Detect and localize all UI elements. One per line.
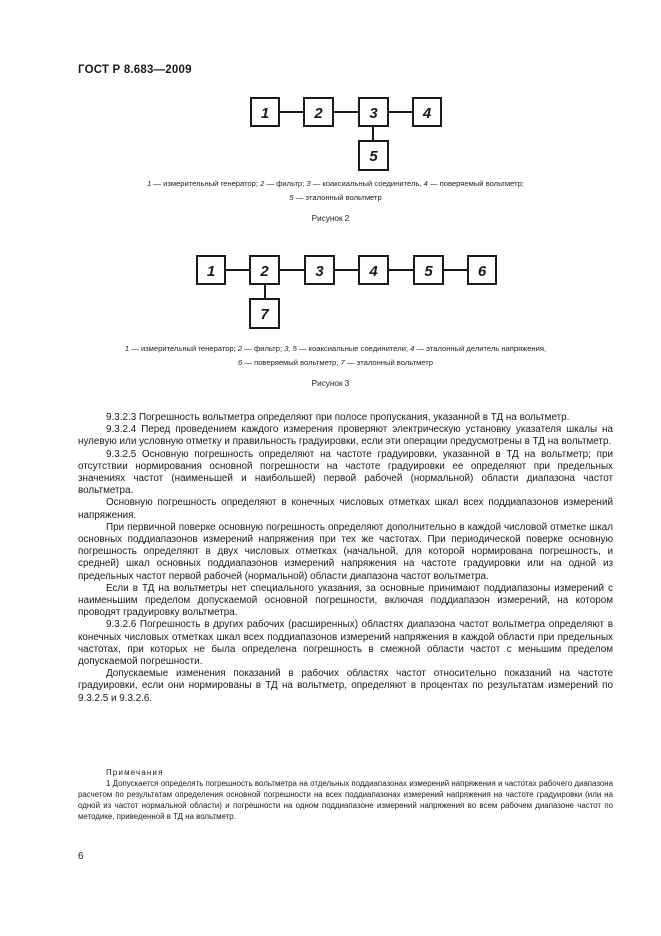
fig2-block-label: 3 <box>369 105 378 122</box>
legend-number: 1 <box>147 179 152 188</box>
paragraph-9-3-2-4: 9.3.2.4 Перед проведением каждого измерения проверяют электрическую установку указателя шкалы на нулевую или условную отметку и правильность градуировки, если эти операции предусмотрены в ТД на вольтметр. <box>78 424 613 448</box>
fig3-block-label: 3 <box>315 263 324 280</box>
fig2-block-label: 4 <box>422 105 432 122</box>
fig2-block-label: 5 <box>369 148 378 165</box>
fig3-block-label: 1 <box>206 263 216 280</box>
figure2-legend <box>70 177 601 205</box>
legend-text: — эталонный делитель напряжения, <box>414 344 547 353</box>
legend-number: 3, 5 <box>284 344 297 353</box>
legend-text: — поверяемый вольтметр; <box>427 179 524 188</box>
legend-number: 4 <box>410 344 415 353</box>
legend-text: — фильтр; <box>264 179 307 188</box>
legend-number: 6 <box>238 358 243 367</box>
legend-number: 7 <box>340 358 345 367</box>
fig2-block-label: 2 <box>314 105 323 122</box>
paragraph-9-3-2-5: 9.3.2.5 Основную погрешность определяют на частоте градуировки, указанной в ТД на вольтметр; при отсутствии нормирования основной погрешности на частоте градуировки ее определяют при предельных значениях частот (наименьшей и наибольшей) первой рабочей (нормальной) области диапазона частот вольтметра. <box>78 448 613 497</box>
paragraph: Если в ТД на вольтметры нет специального указания, за основные принимают поддиапазоны измерений с наименьшим пределом допускаемой основной погрешности, включая поддиапазон измерений, на котором проводят градуировку вольтметра. <box>78 582 613 619</box>
fig2-block-label: 1 <box>260 105 270 122</box>
legend-number: 2 <box>260 179 265 188</box>
paragraph: Основную погрешность определяют в конечных числовых отметках шкал всех поддиапазонов измерений напряжения. <box>78 497 613 521</box>
paragraph-9-3-2-3: 9.3.2.3 Погрешность вольтметра определяют при полосе пропускания, указанной в ТД на вольтметр. <box>106 412 570 423</box>
note-item: 1 Допускается определять погрешность вольтметра на отдельных поддиапазонах измерений напряжения и частотах рабочего диапазона расчетом по результатам определения основной погрешности на всех поддиапазонах измерений напряжения на частоте градуировки (или на одной из частот нормальной области) и погрешности на одном поддиапазоне измерений напряжения во всем рабочем диапазоне частот по методике, приведенной в ТД на вольтметр. <box>78 779 613 821</box>
notes-section <box>78 767 613 822</box>
notes-title: Примечания <box>106 768 164 777</box>
fig3-block-label: 7 <box>260 306 269 323</box>
legend-text: — эталонный вольтметр <box>293 193 382 202</box>
page-number: 6 <box>78 851 84 862</box>
legend-number: 5 <box>289 193 294 202</box>
legend-text: — коаксиальный соединитель, <box>310 179 424 188</box>
legend-text: — измерительный генератор; <box>151 179 261 188</box>
document-header: ГОСТ Р 8.683—2009 <box>78 64 192 76</box>
figure2-caption: Рисунок 2 <box>311 214 350 223</box>
legend-number: 4 <box>423 179 428 188</box>
legend-text: — эталонный вольтметр <box>344 358 433 367</box>
paragraph: При первичной поверке основную погрешность определяют дополнительно в каждой числовой отметке шкал основных поддиапазонов измерений напряжения при тех же частотах. При периодической поверке основную погрешность определяют в двух числовых отметках (начальной, для которой нормирована погрешность, и средней) шкал основных поддиапазонов измерений напряжения на частоте градуировки или на одной из предельных частот первой рабочей (нормальной) области диапазона частот вольтметра. <box>78 521 613 582</box>
legend-text: — фильтр; <box>242 344 285 353</box>
figure3-caption: Рисунок 3 <box>311 379 350 388</box>
fig3-block-label: 5 <box>424 263 433 280</box>
legend-text: — коаксиальные соединители; <box>296 344 411 353</box>
legend-text: — поверяемый вольтметр; <box>242 358 341 367</box>
legend-number: 2 <box>237 344 243 353</box>
paragraph-9-3-2-6: 9.3.2.6 Погрешность в других рабочих (расширенных) областях диапазона частот вольтметра определяют в конечных числовых отметках шкал всех поддиапазонов измерений напряжения в каждой области при предельных частотах, при которых не была определена погрешность в смежной области частот с меньшим пределом допускаемой погрешности. <box>78 619 613 668</box>
fig3-block-label: 4 <box>369 263 378 280</box>
figure3-legend <box>70 342 601 370</box>
legend-number: 3 <box>306 179 311 188</box>
legend-text: — измерительный генератор; <box>129 344 238 353</box>
body-text <box>78 412 613 705</box>
paragraph: Допускаемые изменения показаний в рабочих областях частот относительно показаний на частоте градуировки, если они нормированы в ТД на вольтметр, определяют в процентах по результатам измерений по 9.3.2.5 и 9.3.2.6. <box>78 668 613 704</box>
fig3-block-label: 6 <box>477 263 487 280</box>
legend-number: 1 <box>124 344 130 353</box>
fig3-block-label: 2 <box>260 263 269 280</box>
